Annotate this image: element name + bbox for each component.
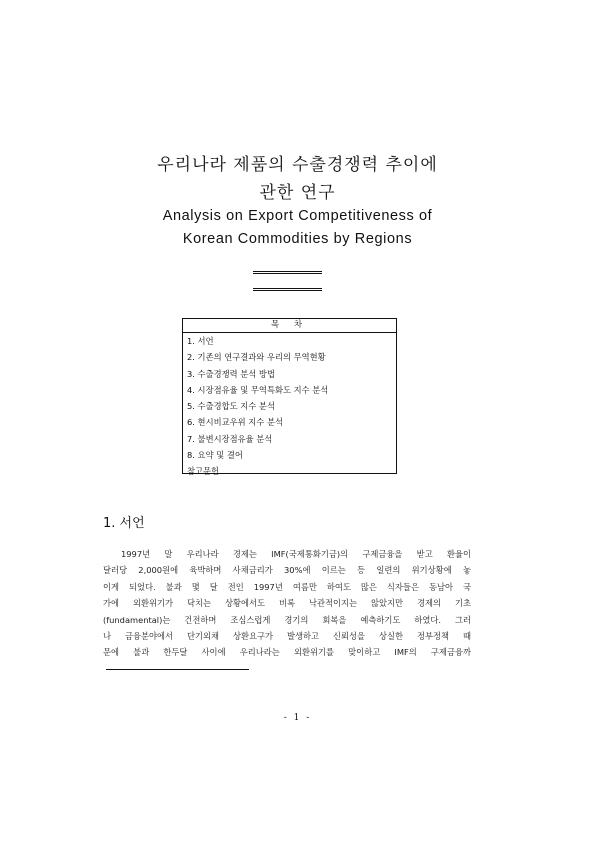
paragraph-line: 가에 외환위기가 닥치는 상황에서도 비록 낙관적이지는 않았지만 경제의 기초 [103, 598, 471, 609]
toc-item: 6. 현시비교우위 지수 분석 [187, 417, 283, 428]
toc-item: 4. 시장점유율 및 무역특화도 지수 분석 [187, 384, 329, 395]
paragraph-line: 나 금융분야에서 단기외채 상환요구가 발생하고 신뢰성을 상실한 정부정책 때 [103, 631, 471, 642]
paragraph-line: 이게 되었다. 불과 몇 달 전인 1997년 여름만 하여도 많은 식자들은 동남아 국 [103, 581, 471, 592]
title-english-line-1: Analysis on Export Competitiveness of [162, 208, 433, 224]
paragraph-line: 달러당 2,000원에 육박하며 사채금리가 30%에 이르는 등 일련의 위기상황에 놓 [103, 565, 471, 576]
toc-item: 1. 서언 [187, 336, 214, 346]
toc-item: 참고문헌 [187, 466, 220, 477]
paragraph-line: (fundamental)는 건전하며 조심스럽게 경기의 회복을 예측하기도 하였다. 그러 [103, 614, 471, 625]
toc-item: 5. 수출경합도 지수 분석 [187, 401, 275, 412]
title-korean-line-1: 우리나라 제품의 수출경쟁력 추이에 [157, 155, 438, 175]
toc-item: 2. 기존의 연구결과와 우리의 무역현황 [187, 352, 326, 363]
toc-header: 목 차 [183, 319, 396, 333]
paragraph-line: 문에 불과 한두달 사이에 우리나라는 외환위기를 맞이하고 IMF의 구제금융까 [103, 647, 471, 658]
section-heading: 1. 서언 [103, 516, 145, 531]
toc-item: 3. 수출경쟁력 분석 방법 [187, 368, 275, 379]
toc-item: 7. 불변시장점유율 분석 [187, 433, 273, 444]
paragraph-line: 1997년 말 우리나라 경제는 IMF(국제통화기금)의 구제금융을 받고 환율이 [121, 549, 471, 559]
table-of-contents [182, 318, 397, 477]
footnote-separator [106, 669, 249, 670]
title-english-line-2: Korean Commodities by Regions [182, 231, 413, 247]
body-paragraph [103, 546, 471, 661]
toc-item: 8. 요약 및 결어 [187, 450, 243, 461]
title-divider-top [253, 271, 322, 274]
title-korean-line-2: 관한 연구 [259, 183, 336, 203]
page-number: - 1 - [283, 713, 312, 723]
title-divider-bottom [253, 288, 322, 291]
